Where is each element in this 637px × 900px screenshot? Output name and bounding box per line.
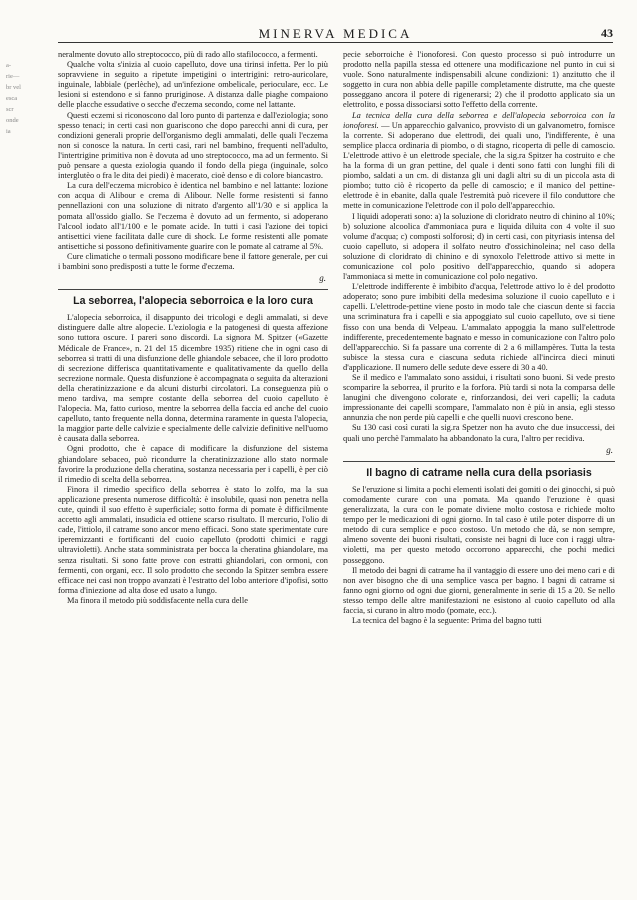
margin-note: esca [6, 95, 18, 102]
margin-note: scr [6, 106, 14, 113]
paragraph: Ma finora il metodo più soddisfacente nella cura delle [67, 595, 248, 605]
paragraph: Cure climatiche o termali possono modificare bene il fattore generale, per cui i bambini sono predisposti a tutte le forme d'eczema. [58, 251, 328, 271]
paragraph: Qualche volta s'inizia al cuoio capelluto, dove una tirinsi infetta. Per lo più sopravviene in seguito a ripetute impetigini o intertrigini: retro-auricolare, inguinale, labbiale (perlèche), ad un'infezione ombelicale, perioculare, ecc. Le lesioni si estendono e si fanno pruriginose. A distanza dalle piaghe compaiono delle placche essudative o secche d'eczema secondo, come nel lattante. [58, 60, 328, 110]
article-heading: La seborrea, l'alopecia seborroica e la loro cura [73, 295, 313, 308]
margin-notes [6, 60, 46, 137]
author-signature: g. [319, 273, 326, 284]
paragraph: La tecnica del bagno è la seguente: Prima del bagno tutti [352, 616, 542, 626]
margin-note: onde [6, 117, 19, 124]
paragraph: Il metodo dei bagni di catrame ha il vantaggio di essere uno dei meno cari e di non aver bisogno che di una semplice vasca per bagno. I bagni di catrame si fanno ogni giorno od ogni due giorni, generalmente in serie di 15 a 20. Se nello stesso tempo delle altre manifestazioni ne esistono al cuoio capelluto od alla faccia, si curano in altro modo (pomate, ecc.). [343, 565, 615, 615]
paragraph: I liquidi adoperati sono: a) la soluzione di cloridrato neutro di chinino al 10%; b) soluzione alcoolica d'ammoniaca pura e liquida diluita con 4 volte il suo volume d'acqua; c) composti solforosi; d) in certi casi, con pityriasis intensa del cuoio capelluto, si adopera il solfato neutro d'ossichinoleina; nel caso della soluzione di cloridrato di chinino e di synoxolo l'elettrode attivo si mette in comunicazione col polo positivo dell'apparecchio, quando si adopera l'ammoniaca si mette in comunicazione col polo negativo. [343, 211, 615, 282]
paragraph [343, 111, 615, 212]
article-heading: Il bagno di catrame nella cura della psoriasis [366, 466, 592, 479]
paragraph: pecie seborroiche è l'ionoforesi. Con questo processo si può introdurre un prodotto nella papilla stessa ed ottenere una modificazione nel punto in cui si vuole. Sono naturalmente indispensabili alcune condizioni: 1) anzitutto che il soggetto in cura non abbia delle papille completamente distrutte, ma che queste posseggano ancora il potere di rigenerarsi; 2) che il prodotto applicato sia un elettrolito, e possa dissociarsi sotto l'effetto della corrente. [343, 50, 615, 110]
margin-note: rie— [6, 73, 20, 80]
right-column [343, 50, 615, 626]
author-signature: g. [606, 444, 613, 455]
left-column [58, 50, 328, 606]
margin-note: br vel [6, 84, 21, 91]
section-divider [58, 289, 328, 290]
paragraph: La cura dell'eczema microbico è identica nel bambino e nel lattante: lozione con acqua di Alibour e crema di Alibour. Nelle forme resistenti si fanno pennellazioni con una soluzione di nitrato d'argento all'1/30 e si applica la pomata all'ossido giallo. Se l'eczema è dovuto ad un fermento, si adoperano l'alcool iodato all'1/100 e le pomate acide. In tutti i casi l'azione dei topici antisettici viene facilitata dalle cure di shock. Le forme resistenti alle pomate antisettiche si possono definitivamente guarire con le pomate al catrame al 5%. [58, 181, 328, 251]
journal-title: MINERVA MEDICA [258, 26, 413, 41]
paragraph: L'elettrode indifferente è imbibito d'acqua, l'elettrode attivo lo è del prodotto adoperato; sono pure imbibiti della medesima soluzione il cuoio capelluto e i capelli. L'elettrode-pettine viene posto in modo tale che ciascun dente si faccia una scriminatura fra i capelli e sia appoggiato sul cuoio capelluto, ove si tiene fisso con una benda di Velpeau. L'ammalato appoggia la mano sull'elettrode indifferente, precedentemente bagnato e messo in comunicazione con l'altro polo dell'apparecchio. Si fa passare una corrente di 2 a 6 millampères. Tutta la testa subisce la stessa cura e ciascuna seduta richiede all'incirca dieci minuti d'applicazione. Il numero delle sedute deve essere di 30 a 40. [343, 282, 615, 372]
paragraph: Ogni prodotto, che è capace di modificare la disfunzione del sistema ghiandolare sebaceo, può ricondurre la cheratinizzazione allo stato normale favorire la produzione della cheratina, sostanza necessaria per i capelli, è per ciò il rimedio di scelta della seborrea. [58, 444, 328, 484]
running-header [58, 26, 613, 43]
margin-note: a- [6, 62, 12, 69]
section-divider [343, 461, 615, 462]
paragraph: neralmente dovuto allo streptococco, più di rado allo stafilococco, a fermenti. [58, 50, 318, 59]
paragraph-text: — Un apparecchio galvanico, provvisto di un galvanometro, fornisce la corrente. Si adoperano due elettrodi, dei quali uno, l'indifferente, è una semplice placca ordinaria di piombo, o di stagno, ricoperta di pelle di camoscio. L'elettrode attivo è un elettrode speciale, che la sig.ra Spitzer ha costruito e che ha la forma di un gran pettine, del quale i denti sono fatti con lunghi fili di piombo, saldati a un cm. di distanza gli uni dagli altri su di un piccola asta di piombo; tutto ciò è ricoperto da pelle di camoscio; e il manico del pettine-elettrode è in ebanite, dalla quale l'estremità può ricevere il filo conduttore che mette in comunicazione l'elettrode con il polo dell'apparecchio. [343, 120, 615, 211]
page-number: 43 [601, 26, 613, 40]
paragraph: Se il medico e l'ammalato sono assidui, i risultati sono buoni. Si vede presto scomparire la seborrea, il prurito e la forfora. Più tardi si nota la comparsa delle lanugini che divengono colorate e, rinforzandosi, dei veri capelli; la caduta impressionante dei capelli scompare, l'ammalato non è più in ansia, egli stesso annunzia che non perde più capelli e che quelli nuovi crescono bene. [343, 373, 615, 423]
paragraph: Questi eczemi si riconoscono dal loro punto di partenza e dall'eziologia; sono spesso tenaci; in certi casi non guariscono che dopo parecchi anni di cura, per condizioni generali proprie dell'organismo degli ammalati, delle quali l'eczema non si conosce la natura. In certi casi, rari nel bambino, frequenti nell'adulto, l'intertrigine primitiva non è dovuta ad uno streptococco, ma ad un fermento. Si può pensare a questa eziologia quando il fondo della piega (inguinale, solco interglutèo o fra le dita dei piedi) è macerato, cioè denso e di colore biancastro. [58, 110, 328, 181]
paragraph: Se l'eruzione si limita a pochi elementi isolati dei gomiti o dei ginocchi, si può comodamente curare con una pomata. Ma quando l'eruzione è quasi generalizzata, la cura con le pomate diviene molto costosa e richiede molto tempo per le medicazioni di ogni giorno. In tal caso è utile poter disporre di un metodo di cura semplice e poco costoso. Un metodo che dà, se non sempre, almeno sovente dei buoni risultati, consiste nei bagni di luce con i raggi ultra-violetti, ma per questo metodo occorrono apparecchi, che pochi medici posseggono. [343, 484, 615, 565]
paragraph: Su 130 casi così curati la sig.ra Spetzer non ha avuto che due insuccessi, dei quali uno perchè l'ammalato ha abbandonato la cura, l'altro per recidiva. [343, 423, 615, 443]
margin-note: ia [6, 128, 11, 135]
paragraph: Finora il rimedio specifico della seborrea è stato lo zolfo, ma la sua applicazione presenta numerose difficoltà: è insolubile, quasi non penetra nella cute, quindi il suo effetto è superficiale; sotto forma di pomate è difficilmente accetto agli ammalati, insudicia ed ottiene scarso risultato. Il mercurio, l'olio di cade, l'ittiolo, il catrame sono ancor meno efficaci. Sono state sperimentate cure iperemizzanti e fortificanti del cuoio capelluto (prodotti chimici e raggi ultravioletti). Anche stata somministrata per bocca la cheratina ghiandolare, ma senza risultati. Si sono fatte prove con estratti ghiandolari, con ormoni, con fermenti, con organi, ecc. Il solo prodotto che secondo la Spitzer sembra essere efficace nei casi non troppo avanzati è l'estratto del lobo anteriore d'ipofisi, sotto forma d'iniezione ad alta dose ed usato a lungo. [58, 484, 328, 595]
paragraph: L'alopecia seborroica, il disappunto dei tricologi e degli ammalati, si deve distinguere dalle altre alopecie. L'eziologia e la patogenesi di questa affezione sono tuttora oscure. I pareri sono discordi. La signora M. Spitzer («Gazette Médicale de France», n. 21 del 15 dicembre 1935) ritiene che in ogni caso di seborrea si tratti di una disfunzione delle ghiandole sebacee, che il loro prodotto di secrezione differisca quantitativamente e qualitativamente da quello della secrezione normale. Questa disfunzione è accompagnata o seguita da alterazioni della cheratinizzazione e da alcuni disturbi circolatori. La conseguenza più o meno tardiva, ma sempre costante della seborrea del cuoio capelluto è l'alopecia. Ma, fatto curioso, mentre la seborrea della faccia ed anche del cuoio capelluto, tanto frequente nella donna, determina raramente in questa l'alopecia, la maggior parte delle calvizie e specialmente delle calvizie definitive nell'uomo è causata dalla seborrea. [58, 313, 328, 444]
subheading: La tecnica della cura della seborrea e dell'alopecia seborroica con la ionoforesi. [343, 110, 615, 130]
